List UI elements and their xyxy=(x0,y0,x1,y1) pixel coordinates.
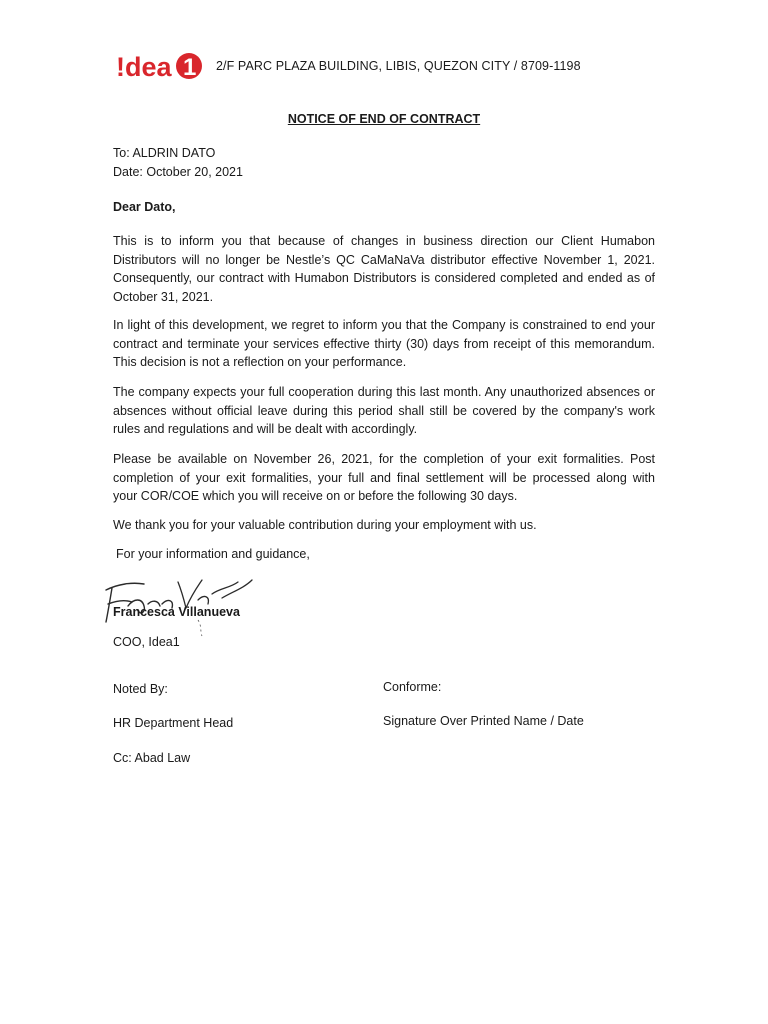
paragraph-line: In light of this development, we regret to inform you that the Company is constrained to end your xyxy=(113,318,655,332)
logo-wordmark: !dea xyxy=(116,52,172,82)
salutation: Dear Dato, xyxy=(113,200,176,214)
paragraph-line: contract and terminate your services effective thirty (30) days from receipt of this memorandum. xyxy=(113,336,655,351)
paragraph-line: completion of your exit formalities, your full and final settlement will be processed along with xyxy=(113,470,655,485)
idea1-logo xyxy=(116,46,206,86)
signatory-name: Francesca Villanueva xyxy=(113,605,240,619)
paragraph-line: October 31, 2021. xyxy=(113,289,214,304)
paragraph-1 xyxy=(113,232,655,306)
signatory-position: COO, Idea1 xyxy=(113,635,180,649)
letter-date: Date: October 20, 2021 xyxy=(113,164,243,179)
paragraph-line: Distributors will no longer be Nestle’s QC CaMaNaVa distributor effective November 1, 2021. xyxy=(113,252,655,267)
conforme-label: Conforme: xyxy=(383,680,442,694)
paragraph-line: your COR/COE which you will receive on or before the following 30 days. xyxy=(113,489,518,503)
paragraph-line: absences without official leave during this period shall still be covered by the company's work xyxy=(113,403,655,418)
noted-by-label: Noted By: xyxy=(113,682,168,696)
conforme-role: Signature Over Printed Name / Date xyxy=(383,714,584,728)
paragraph-line: This decision is not a reflection on your performance. xyxy=(113,355,407,369)
logo-one: 1 xyxy=(183,54,197,81)
cc-line: Cc: Abad Law xyxy=(113,751,191,765)
closing-line: For your information and guidance, xyxy=(116,547,310,561)
document-title: NOTICE OF END OF CONTRACT xyxy=(287,112,481,126)
letterhead xyxy=(116,46,676,86)
paragraph-4 xyxy=(113,450,655,506)
paragraph-line: Please be available on November 26, 2021, for the completion of your exit formalities. Post xyxy=(113,452,655,466)
paragraph-line: The company expects your full cooperation during this last month. Any unauthorized absences or xyxy=(113,385,655,399)
noted-by-role: HR Department Head xyxy=(113,716,234,730)
recipient-to: To: ALDRIN DATO xyxy=(113,146,216,160)
recipient-block xyxy=(113,144,655,181)
company-address: 2/F PARC PLAZA BUILDING, LIBIS, QUEZON CITY / 8709-1198 xyxy=(216,59,581,73)
paragraph-3 xyxy=(113,383,655,439)
paragraph-2 xyxy=(113,316,655,372)
paragraph-line: This is to inform you that because of changes in business direction our Client Humabon xyxy=(113,234,655,248)
thanks-line: We thank you for your valuable contribution during your employment with us. xyxy=(113,518,537,532)
paragraph-line: Consequently, our contract with Humabon Distributors is considered completed and ended as of xyxy=(113,271,655,285)
paragraph-line: rules and regulations and will be dealt with accordingly. xyxy=(113,422,418,436)
